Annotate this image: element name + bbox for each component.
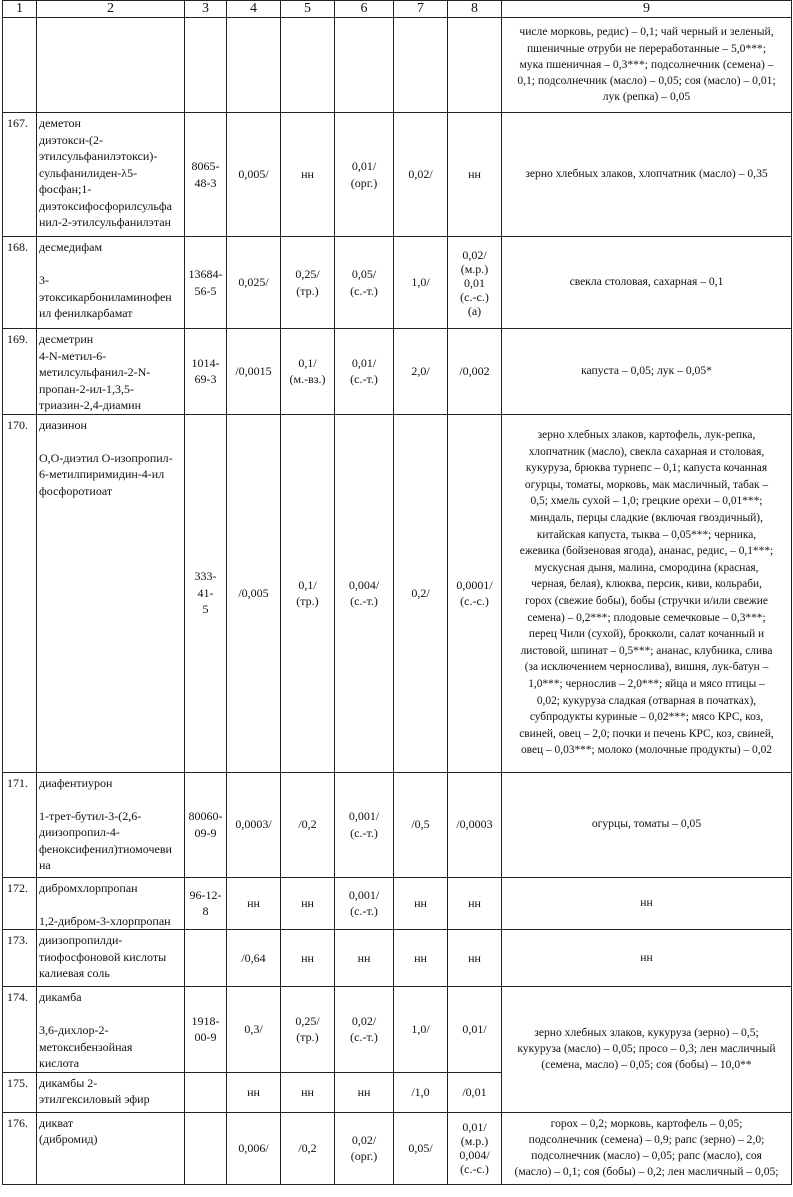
substance-name: дикамба 3,6-дихлор-2- метоксибензойная кислота [37,987,185,1073]
substance-name: десмедифам 3- этоксикарбониламинофен ил фенилкарбамат [37,237,185,329]
column-header: 6 [335,1,394,18]
row-number: 176. [3,1112,37,1184]
cell-col8: нн [448,930,502,987]
products-mrl: свекла столовая, сахарная – 0,1 [502,237,792,329]
substance-name: диизопропилди- тиофосфоновой кислоты калиевая соль [37,930,185,987]
table-row [3,877,792,930]
cell-col6: нн [335,930,394,987]
cell-col4: 0,025/ [227,237,281,329]
column-header: 5 [281,1,335,18]
cell-col7: /1,0 [394,1072,448,1112]
cell-col8: /0,0003 [448,772,502,877]
table-row [3,772,792,877]
substance-name: десметрин 4-N-метил-6- метилсульфанил-2-N- пропан-2-ил-1,3,5- триазин-2,4-диамин [37,329,185,415]
column-header: 7 [394,1,448,18]
cell-col4: нн [227,1072,281,1112]
cell-col5: /0,2 [281,1112,335,1184]
substance-name: диазинон О,О-диэтил О-изопропил- 6-метилпиримидин-4-ил фосфоротиоат [37,414,185,772]
row-number: 170. [3,414,37,772]
cell-col8: 0,02/ (м.р.) 0,01 (с.-с.) (а) [448,237,502,329]
cell-col8 [448,18,502,113]
cell-col6: 0,02/ (орг.) [335,1112,394,1184]
cell-col6: 0,02/ (с.-т.) [335,987,394,1073]
cell-col8: 0,01/ (м.р.) 0,004/ (с.-с.) [448,1112,502,1184]
substance-name: деметон диэтокси-(2- этилсульфанилэтокси)- сульфанилиден-λ5- фосфан;1- диэтоксифосфорилсульфа нил-2-этилсульфанилэтан [37,113,185,237]
cas-number: 8065- 48-3 [185,113,227,237]
cell-col4: 0,3/ [227,987,281,1073]
cell-col4: /0,64 [227,930,281,987]
cell-col5: нн [281,930,335,987]
column-header: 9 [502,1,792,18]
cell-col8: /0,01 [448,1072,502,1112]
products-mrl: зерно хлебных злаков, кукуруза (зерно) – 0,5; кукуруза (масло) – 0,05; просо – 0,3; лен масличный (семена, масло) – 0,05; соя (бобы) – 10,0** [502,987,792,1113]
substance-name: дикват (дибромид) [37,1112,185,1184]
cell-col7: нн [394,930,448,987]
cell-col7 [394,18,448,113]
cell-col5: нн [281,113,335,237]
substance-name: дикамбы 2- этилгексиловый эфир [37,1072,185,1112]
cas-number [185,1072,227,1112]
cell-col4: 0,0003/ [227,772,281,877]
products-mrl: нн [502,877,792,930]
row-number: 173. [3,930,37,987]
cas-number: 1918- 00-9 [185,987,227,1073]
cell-col4: /0,005 [227,414,281,772]
row-number: 175. [3,1072,37,1112]
cell-col7: /0,5 [394,772,448,877]
cell-col7: нн [394,877,448,930]
products-mrl: капуста – 0,05; лук – 0,05* [502,329,792,415]
substance-name: диафентиурон 1-трет-бутил-3-(2,6- диизопропил-4- феноксифенил)тиомочеви на [37,772,185,877]
cell-col4: 0,006/ [227,1112,281,1184]
table-row [3,18,792,113]
cell-col5 [281,18,335,113]
cell-col6 [335,18,394,113]
table-row [3,414,792,772]
products-mrl: нн [502,930,792,987]
cas-number [185,1112,227,1184]
cell-col7: 0,05/ [394,1112,448,1184]
cell-col6: 0,001/ (с.-т.) [335,772,394,877]
table-row [3,930,792,987]
cell-col8: 0,0001/ (с.-с.) [448,414,502,772]
substance-name: дибромхлорпропан 1,2-дибром-3-хлорпропан [37,877,185,930]
cell-col5: 0,25/ (тр.) [281,987,335,1073]
cas-number [185,930,227,987]
products-mrl: зерно хлебных злаков, картофель, лук-репка, хлопчатник (масло), свекла сахарная и столовая, кукуруза, брюква турнепс – 0,1; капуста кочанная огурцы, томаты, морковь, мак масличный, табак – 0,5; хмель сухой – 1,0; грецкие орехи – 0,01***; миндаль, перцы сладкие (включая гвоздичный), китайская капуста, тыква – 0,05***; черника, ежевика (бойзеновая ягода), ананас, редис, – 0,1***; мускусная дыня, малина, смородина (красная, черная, белая), клюква, персик, киви, кольраби, горох (свежие бобы), бобы (стручки и/или свежие семена) – 0,2***; плодовые семечковые – 0,3***; перец Чили (сухой), брокколи, салат кочанный и листовой, шпинат – 0,5***; ананас, клубника, слива (за исключением чернослива), вишня, лук-батун – 1,0***; чернослив – 2,0***; яйца и мясо птицы – 0,02; кукуруза сладкая (отварная в початках), субпродукты куриные – 0,02***; мясо КРС, коз, свиней, овец – 2,0; почки и печень КРС, коз, свиней, овец – 0,03***; молоко (молочные продукты) – 0,02 [502,414,792,772]
table-row [3,237,792,329]
cell-col7: 1,0/ [394,237,448,329]
products-mrl: огурцы, томаты – 0,05 [502,772,792,877]
cell-col5: 0,1/ (тр.) [281,414,335,772]
cell-col4 [227,18,281,113]
row-number: 172. [3,877,37,930]
products-mrl: горох – 0,2; морковь, картофель – 0,05; подсолнечник (семена) – 0,9; рапс (зерно) – 2,0; подсолнечник (масло) – 0,05; рапс (масло), соя (масло) – 0,1; соя (бобы) – 0,2; лен масличный – 0,05; [502,1112,792,1184]
header-row [3,1,792,18]
row-number: 168. [3,237,37,329]
column-header: 4 [227,1,281,18]
cell-col6: 0,05/ (с.-т.) [335,237,394,329]
cell-col6: 0,004/ (с.-т.) [335,414,394,772]
cell-col7: 1,0/ [394,987,448,1073]
cell-col5: 0,1/ (м.-вз.) [281,329,335,415]
row-number: 169. [3,329,37,415]
row-number: 171. [3,772,37,877]
cell-col7: 0,2/ [394,414,448,772]
column-header: 3 [185,1,227,18]
cas-number: 333-41- 5 [185,414,227,772]
row-number: 174. [3,987,37,1073]
column-header: 2 [37,1,185,18]
cell-col7: 0,02/ [394,113,448,237]
cas-number: 1014- 69-3 [185,329,227,415]
substance-name [37,18,185,113]
table-row [3,113,792,237]
cell-col6: 0,01/ (орг.) [335,113,394,237]
cas-number: 80060- 09-9 [185,772,227,877]
cell-col6: 0,01/ (с.-т.) [335,329,394,415]
products-mrl: зерно хлебных злаков, хлопчатник (масло) – 0,35 [502,113,792,237]
hygiene-standards-table [2,0,792,1185]
cell-col8: /0,002 [448,329,502,415]
table-row [3,987,792,1073]
table-row [3,1112,792,1184]
table-row [3,329,792,415]
cell-col4: /0,0015 [227,329,281,415]
cell-col8: 0,01/ [448,987,502,1073]
cell-col5: 0,25/ (тр.) [281,237,335,329]
cell-col5: /0,2 [281,772,335,877]
column-header: 8 [448,1,502,18]
cas-number: 96-12-8 [185,877,227,930]
cell-col4: нн [227,877,281,930]
products-mrl: числе морковь, редис) – 0,1; чай черный и зеленый, пшеничные отруби не переработанные – 5,0***; мука пшеничная – 0,3***; подсолнечник (семена) – 0,1; подсолнечник (масло) – 0,05; соя (масло) – 0,01; лук (репка) – 0,05 [502,18,792,113]
cas-number [185,18,227,113]
cell-col6: 0,001/ (с.-т.) [335,877,394,930]
cell-col5: нн [281,877,335,930]
cell-col8: нн [448,877,502,930]
row-number [3,18,37,113]
column-header: 1 [3,1,37,18]
cell-col7: 2,0/ [394,329,448,415]
cell-col6: нн [335,1072,394,1112]
cell-col5: нн [281,1072,335,1112]
cell-col8: нн [448,113,502,237]
cell-col4: 0,005/ [227,113,281,237]
cas-number: 13684- 56-5 [185,237,227,329]
row-number: 167. [3,113,37,237]
